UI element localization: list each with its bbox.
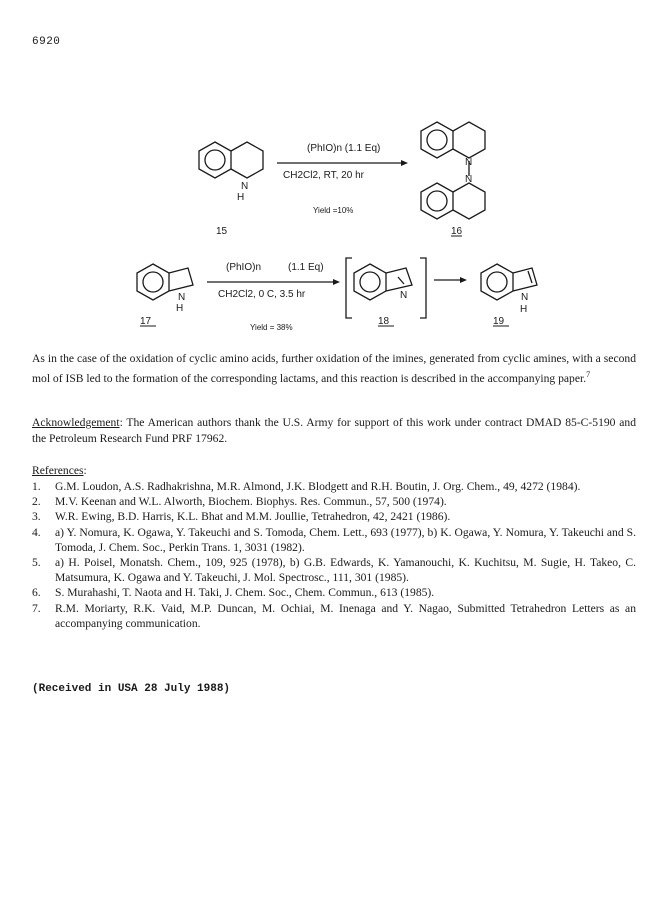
atom-n-16-top: N	[465, 157, 473, 168]
label-16: 16	[451, 226, 463, 237]
acknowledgement-text: : The American authors thank the U.S. Army for support of this work under contract DMAD 85-C-5190 and the Petroleum Research Fund PRF 17962.	[32, 416, 636, 445]
compound-15-structure	[199, 142, 263, 178]
acknowledgement	[32, 415, 636, 447]
r1-yield: Yield =10%	[313, 206, 354, 215]
atom-n-19: N	[521, 292, 529, 303]
compound-16-structure	[421, 122, 485, 219]
r2-reagent-b: (1.1 Eq)	[288, 262, 324, 273]
compound-19-structure	[481, 264, 537, 300]
label-18: 18	[378, 316, 390, 327]
r2-reagent-a: (PhIO)n	[226, 262, 262, 273]
label-15: 15	[216, 226, 228, 237]
label-19: 19	[493, 316, 505, 327]
reference-item: 1. G.M. Loudon, A.S. Radhakrishna, M.R. Almond, J.K. Blodgett and R.H. Boutin, J. Org. Chem., 49, 4272 (1984).	[32, 480, 581, 493]
reference-item: 3. W.R. Ewing, B.D. Harris, K.L. Bhat and M.M. Joullie, Tetrahedron, 42, 2421 (1986).	[32, 510, 451, 524]
reference-item: 7. R.M. Moriarty, R.K. Vaid, M.P. Duncan, M. Ochiai, M. Inenaga and Y. Nagao, Submitted Tetrahedron Letters as an accompanying communication.	[32, 601, 636, 630]
r2-yield: Yield = 38%	[250, 323, 293, 332]
reaction-scheme	[0, 0, 672, 340]
reference-item: 4. a) Y. Nomura, K. Ogawa, Y. Takeuchi and S. Tomoda, Chem. Lett., 693 (1977), b) K. Ogawa, Y. Nomura, Y. Takeuchi and S. Tomoda, J. Chem. Soc., Perkin Trans. 1, 3031 (1982).	[32, 525, 636, 554]
compound-18-structure	[346, 258, 426, 318]
atom-h-17: H	[176, 303, 184, 314]
body-paragraph	[32, 351, 636, 387]
reference-item: 5. a) H. Poisel, Monatsh. Chem., 109, 925 (1978), b) G.B. Edwards, K. Yamanouchi, K. Kuchitsu, M. Sugie, H. Takeo, C. Matsumura, K. Ogawa and Y. Takeuchi, J. Mol. Spectrosc., 111, 301 (1985).	[32, 556, 636, 585]
r2-conditions: CH2Cl2, 0 C, 3.5 hr	[218, 289, 306, 300]
atom-h-15: H	[237, 192, 245, 203]
atom-h-19: H	[520, 304, 528, 315]
acknowledgement-heading: Acknowledgement	[32, 416, 120, 429]
label-17: 17	[140, 316, 152, 327]
atom-n-16-bottom: N	[465, 174, 473, 185]
references-list	[32, 479, 636, 631]
received-date: (Received in USA 28 July 1988)	[32, 683, 231, 695]
references-heading: References:	[32, 464, 87, 477]
r1-reagent: (PhIO)n (1.1 Eq)	[307, 143, 381, 154]
page-number: 6920	[32, 36, 61, 48]
atom-n-15: N	[241, 181, 249, 192]
reference-item: 2. M.V. Keenan and W.L. Alworth, Biochem. Biophys. Res. Commun., 57, 500 (1974).	[32, 495, 447, 509]
reference-item: 6. S. Murahashi, T. Naota and H. Taki, J. Chem. Soc., Chem. Commun., 613 (1985).	[32, 586, 435, 600]
atom-n-17: N	[178, 292, 186, 303]
body-paragraph-text: As in the case of the oxidation of cyclic amino acids, further oxidation of the imines, generated from cyclic amines, with a second mol of ISB led to the formation of the corresponding lactams, and this reaction is described in the accompanying paper.	[32, 352, 636, 385]
r1-conditions: CH2Cl2, RT, 20 hr	[283, 170, 364, 181]
body-paragraph-ref: 7	[586, 370, 591, 379]
atom-n-18: N	[400, 290, 408, 301]
